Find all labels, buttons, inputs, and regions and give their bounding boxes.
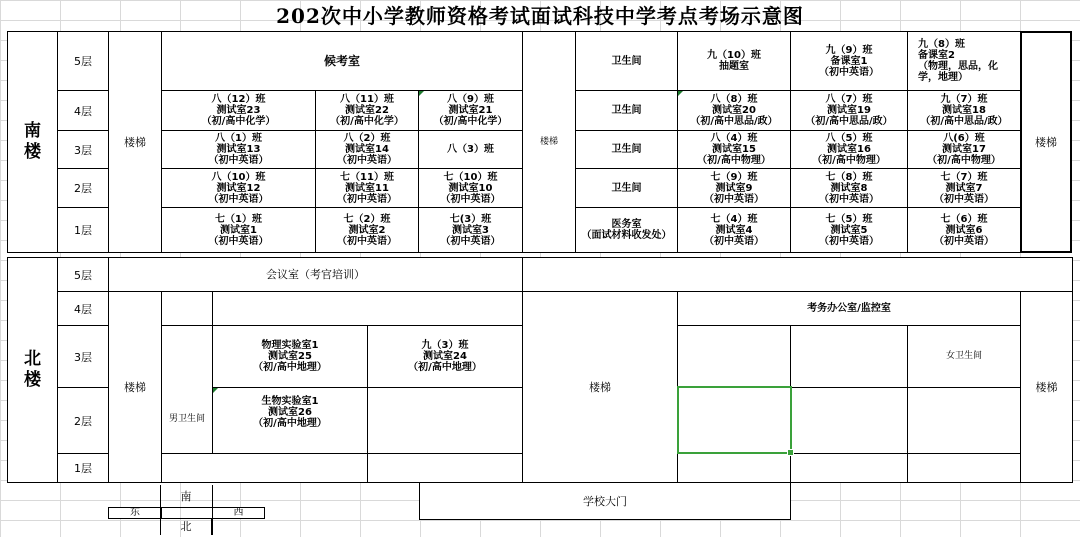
north-stair-middle[interactable]: 楼梯 <box>522 291 678 483</box>
north-building-label-cell[interactable] <box>7 257 58 483</box>
north-f3-east-b[interactable] <box>790 325 908 388</box>
north-f4-west-b[interactable] <box>212 291 523 326</box>
south-stair-middle[interactable]: 楼梯 <box>522 31 576 253</box>
south-medical-room[interactable]: 医务室 （面试材料收发处） <box>575 207 678 253</box>
north-f5-east-empty[interactable] <box>522 257 1073 292</box>
north-f2-empty[interactable] <box>367 387 523 454</box>
south-toilet-f2[interactable]: 卫生间 <box>575 168 678 208</box>
north-physics-lab[interactable]: 物理实验室1 测试室25 （初/高中地理） <box>212 325 368 388</box>
comment-indicator-icon[interactable] <box>419 91 424 96</box>
selected-cell[interactable] <box>677 386 792 454</box>
south-toilet-f4[interactable]: 卫生间 <box>575 90 678 131</box>
room-7-10[interactable]: 七（10）班 测试室10 （初中英语） <box>418 168 523 208</box>
south-floor-5[interactable]: 5层 <box>57 31 109 91</box>
south-waiting-room[interactable]: 候考室 <box>161 31 523 91</box>
compass-line-left <box>160 485 161 535</box>
room-8-1[interactable]: 八（1）班 测试室13 （初中英语） <box>161 130 316 169</box>
room-8-10[interactable]: 八（10）班 测试室12 （初中英语） <box>161 168 316 208</box>
room-9-8[interactable]: 九（8）班 备课室2 （物理，思品，化 学，地理） <box>907 31 1021 91</box>
south-floor-2[interactable]: 2层 <box>57 168 109 208</box>
room-9-9[interactable]: 九（9）班 备课室1 （初中英语） <box>790 31 908 91</box>
north-exam-office[interactable]: 考务办公室/监控室 <box>677 291 1021 326</box>
north-f2-east-c[interactable] <box>907 387 1021 454</box>
north-building-label: 北 楼 <box>24 349 41 390</box>
north-f1-east-b[interactable] <box>790 453 908 483</box>
compass-line-right <box>212 485 213 535</box>
compass-north[interactable]: 北 <box>160 518 212 535</box>
north-f1-west-b[interactable] <box>367 453 523 483</box>
north-meeting-room[interactable]: 会议室（考官培训） <box>108 257 523 292</box>
compass-west[interactable]: 西 <box>212 507 265 519</box>
south-floor-4[interactable]: 4层 <box>57 90 109 131</box>
room-8-12[interactable]: 八（12）班 测试室23 （初/高中化学） <box>161 90 316 131</box>
north-f3-east-a[interactable] <box>677 325 791 388</box>
room-8-3[interactable]: 八（3）班 <box>418 130 523 169</box>
south-stair-left[interactable]: 楼梯 <box>108 31 162 253</box>
north-floor-1[interactable]: 1层 <box>57 453 109 483</box>
room-8-5[interactable]: 八（5）班 测试室16 （初/高中物理） <box>790 130 908 169</box>
compass-south[interactable]: 南 <box>180 489 192 503</box>
north-male-toilet[interactable]: 男卫生间 <box>161 325 213 454</box>
room-7-11[interactable]: 七（11）班 测试室11 （初中英语） <box>315 168 419 208</box>
north-floor-2[interactable]: 2层 <box>57 387 109 454</box>
south-floor-3[interactable]: 3层 <box>57 130 109 169</box>
room-7-4[interactable]: 七（4）班 测试室4 （初中英语） <box>677 207 791 253</box>
north-stair-left[interactable]: 楼梯 <box>108 291 162 483</box>
north-f2-east-b[interactable] <box>790 387 908 454</box>
room-9-10[interactable]: 九（10）班 抽题室 <box>677 31 791 91</box>
room-7-5[interactable]: 七（5）班 测试室5 （初中英语） <box>790 207 908 253</box>
south-stair-right[interactable]: 楼梯 <box>1020 31 1072 253</box>
north-floor-4[interactable]: 4层 <box>57 291 109 326</box>
south-toilet-f5[interactable]: 卫生间 <box>575 31 678 91</box>
south-floor-1[interactable]: 1层 <box>57 207 109 253</box>
comment-indicator-icon[interactable] <box>678 91 683 96</box>
page-title: 202次中小学教师资格考试面试科技中学考点考场示意图 <box>276 4 804 28</box>
comment-indicator-icon[interactable] <box>213 388 218 393</box>
room-7-6[interactable]: 七（6）班 测试室6 （初中英语） <box>907 207 1021 253</box>
north-f1-west-a[interactable] <box>161 453 368 483</box>
room-8-4[interactable]: 八（4）班 测试室15 （初/高中物理） <box>677 130 791 169</box>
room-7-8[interactable]: 七（8）班 测试室8 （初中英语） <box>790 168 908 208</box>
room-7-7[interactable]: 七（7）班 测试室7 （初中英语） <box>907 168 1021 208</box>
room-8-9[interactable]: 八（9）班 测试室21 （初/高中化学） <box>418 90 523 131</box>
south-building-label-cell[interactable] <box>7 31 58 253</box>
north-female-toilet[interactable]: 女卫生间 <box>907 325 1021 388</box>
north-f4-west-a[interactable] <box>161 291 213 326</box>
room-8-8[interactable]: 八（8）班 测试室20 （初/高中思品/政） <box>677 90 791 131</box>
room-9-3[interactable]: 九（3）班 测试室24 （初/高中地理） <box>367 325 523 388</box>
north-f1-east-c[interactable] <box>907 453 1021 483</box>
room-7-2[interactable]: 七（2）班 测试室2 （初中英语） <box>315 207 419 253</box>
room-8-6[interactable]: 八(6）班 测试室17 （初/高中物理） <box>907 130 1021 169</box>
room-7-3[interactable]: 七(3）班 测试室3 （初中英语） <box>418 207 523 253</box>
north-floor-5[interactable]: 5层 <box>57 257 109 292</box>
south-toilet-f3[interactable]: 卫生间 <box>575 130 678 169</box>
fill-handle[interactable] <box>787 449 794 456</box>
compass-east[interactable]: 东 <box>108 507 162 519</box>
south-building-label: 南 楼 <box>24 121 41 162</box>
room-7-9[interactable]: 七（9）班 测试室9 （初中英语） <box>677 168 791 208</box>
north-biology-lab[interactable]: 生物实验室1 测试室26 （初/高中地理） <box>212 387 368 454</box>
north-stair-right[interactable]: 楼梯 <box>1020 291 1073 483</box>
room-8-2[interactable]: 八（2）班 测试室14 （初中英语） <box>315 130 419 169</box>
north-f1-east-a[interactable] <box>677 453 791 483</box>
room-9-7[interactable]: 九（7）班 测试室18 （初/高中思品/政） <box>907 90 1021 131</box>
school-gate[interactable]: 学校大门 <box>419 482 791 520</box>
north-floor-3[interactable]: 3层 <box>57 325 109 388</box>
room-8-7[interactable]: 八（7）班 测试室19 （初/高中思品/政） <box>790 90 908 131</box>
room-7-1[interactable]: 七（1）班 测试室1 （初中英语） <box>161 207 316 253</box>
room-8-11[interactable]: 八（11）班 测试室22 （初/高中化学） <box>315 90 419 131</box>
